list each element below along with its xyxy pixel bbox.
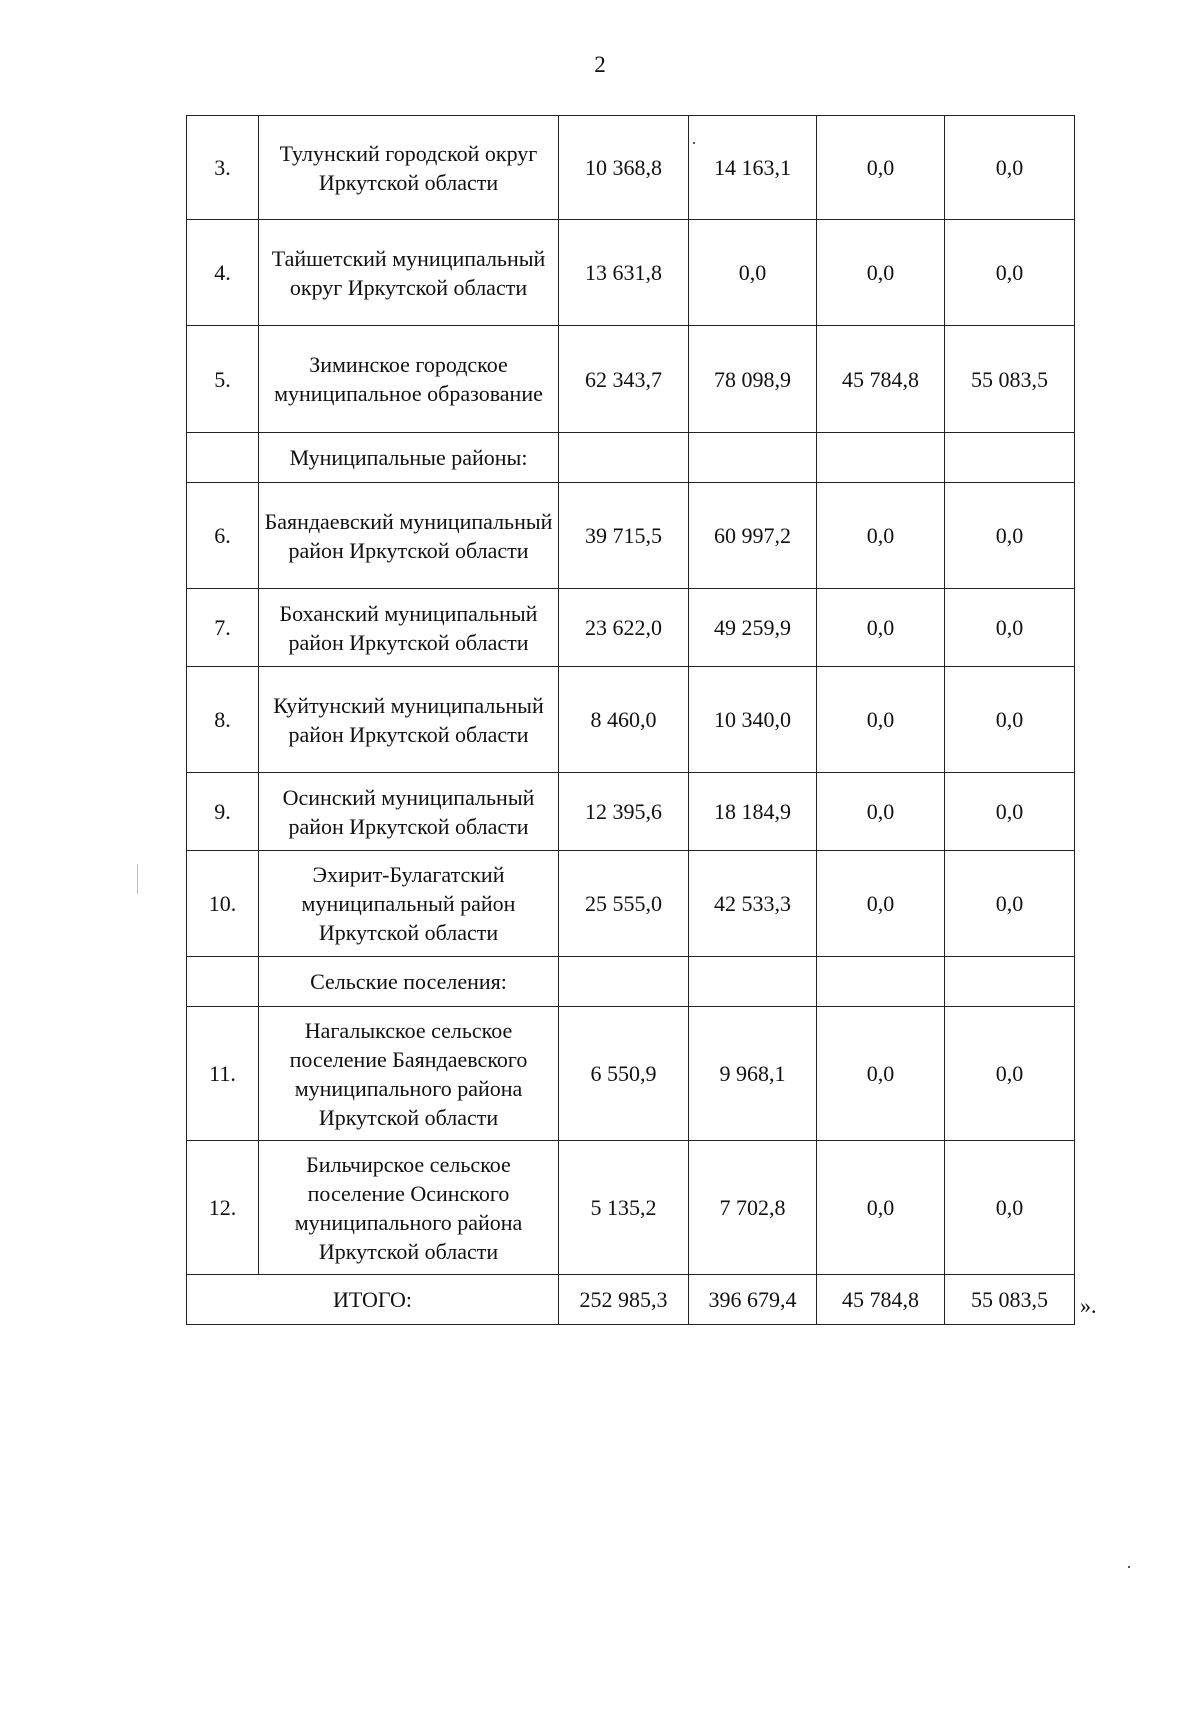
value-col-4: 0,0 [945,220,1075,326]
value-col-3: 0,0 [817,773,945,851]
value-col-4: 0,0 [945,667,1075,773]
municipality-name: Тайшетский муниципальный округ Иркутской области [259,220,559,326]
total-label: ИТОГО: [187,1275,559,1325]
value-col-1: 13 631,8 [559,220,689,326]
municipality-name: Куйтунский муниципальный район Иркутской области [259,667,559,773]
value-col-4: 0,0 [945,1007,1075,1141]
table-row [187,326,1075,433]
value-col-3: 0,0 [817,1007,945,1141]
row-number: 3. [187,116,259,220]
total-value-1: 252 985,3 [559,1275,689,1325]
row-number: 7. [187,589,259,667]
value-col-3: 0,0 [817,220,945,326]
value-col-2: 9 968,1 [689,1007,817,1141]
scan-speck [693,142,695,144]
table-row [187,483,1075,589]
table-row [187,589,1075,667]
table-row [187,667,1075,773]
value-col-1: 8 460,0 [559,667,689,773]
municipality-name: Тулунский городской округ Иркутской области [259,116,559,220]
municipality-name: Зиминское городское муниципальное образование [259,326,559,433]
value-col-2: 14 163,1 [689,116,817,220]
municipality-name: Бильчирское сельское поселение Осинского муниципального района Иркутской области [259,1141,559,1275]
municipality-name: Эхирит-Булагатский муниципальный район Иркутской области [259,851,559,957]
total-value-2: 396 679,4 [689,1275,817,1325]
section-row [187,433,1075,483]
value-col-1: 5 135,2 [559,1141,689,1275]
value-col-3: 0,0 [817,589,945,667]
table-row [187,773,1075,851]
value-col-2: 60 997,2 [689,483,817,589]
value-col-2: 7 702,8 [689,1141,817,1275]
scan-speck [1128,1566,1130,1568]
table-row [187,220,1075,326]
value-col-2: 78 098,9 [689,326,817,433]
value-col-3: 45 784,8 [817,326,945,433]
value-col-4: 0,0 [945,851,1075,957]
value-col-1: 39 715,5 [559,483,689,589]
section-heading: Муниципальные районы: [259,433,559,483]
value-col-4: 55 083,5 [945,326,1075,433]
value-col-2: 42 533,3 [689,851,817,957]
row-number: 10. [187,851,259,957]
value-col-3: 0,0 [817,116,945,220]
scan-speck [137,864,138,894]
value-col-2: 18 184,9 [689,773,817,851]
value-col-3: 0,0 [817,483,945,589]
section-row [187,957,1075,1007]
closing-quote-mark: ». [1080,1293,1097,1318]
value-col-1: 62 343,7 [559,326,689,433]
value-col-2: 49 259,9 [689,589,817,667]
municipality-name: Осинский муниципальный район Иркутской области [259,773,559,851]
value-col-1: 25 555,0 [559,851,689,957]
total-row [187,1275,1075,1325]
table-row [187,851,1075,957]
row-number: 11. [187,1007,259,1141]
value-col-4: 0,0 [945,1141,1075,1275]
row-number: 4. [187,220,259,326]
table-row [187,1141,1075,1275]
total-value-4: 55 083,5 [945,1275,1075,1325]
value-col-4: 0,0 [945,483,1075,589]
value-col-2: 0,0 [689,220,817,326]
row-number: 8. [187,667,259,773]
value-col-4: 0,0 [945,773,1075,851]
value-col-4: 0,0 [945,116,1075,220]
budget-table [186,115,1075,1325]
value-col-4: 0,0 [945,589,1075,667]
row-number: 5. [187,326,259,433]
page-number: 2 [594,52,606,77]
section-heading: Сельские поселения: [259,957,559,1007]
value-col-3: 0,0 [817,667,945,773]
row-number: 9. [187,773,259,851]
value-col-1: 6 550,9 [559,1007,689,1141]
value-col-1: 23 622,0 [559,589,689,667]
municipality-name: Боханский муниципальный район Иркутской области [259,589,559,667]
value-col-1: 10 368,8 [559,116,689,220]
value-col-2: 10 340,0 [689,667,817,773]
table-row [187,1007,1075,1141]
total-value-3: 45 784,8 [817,1275,945,1325]
value-col-3: 0,0 [817,851,945,957]
municipality-name: Нагалыкское сельское поселение Баяндаевского муниципального района Иркутской области [259,1007,559,1141]
value-col-3: 0,0 [817,1141,945,1275]
value-col-1: 12 395,6 [559,773,689,851]
row-number: 12. [187,1141,259,1275]
municipality-name: Баяндаевский муниципальный район Иркутской области [259,483,559,589]
row-number: 6. [187,483,259,589]
table-row [187,116,1075,220]
